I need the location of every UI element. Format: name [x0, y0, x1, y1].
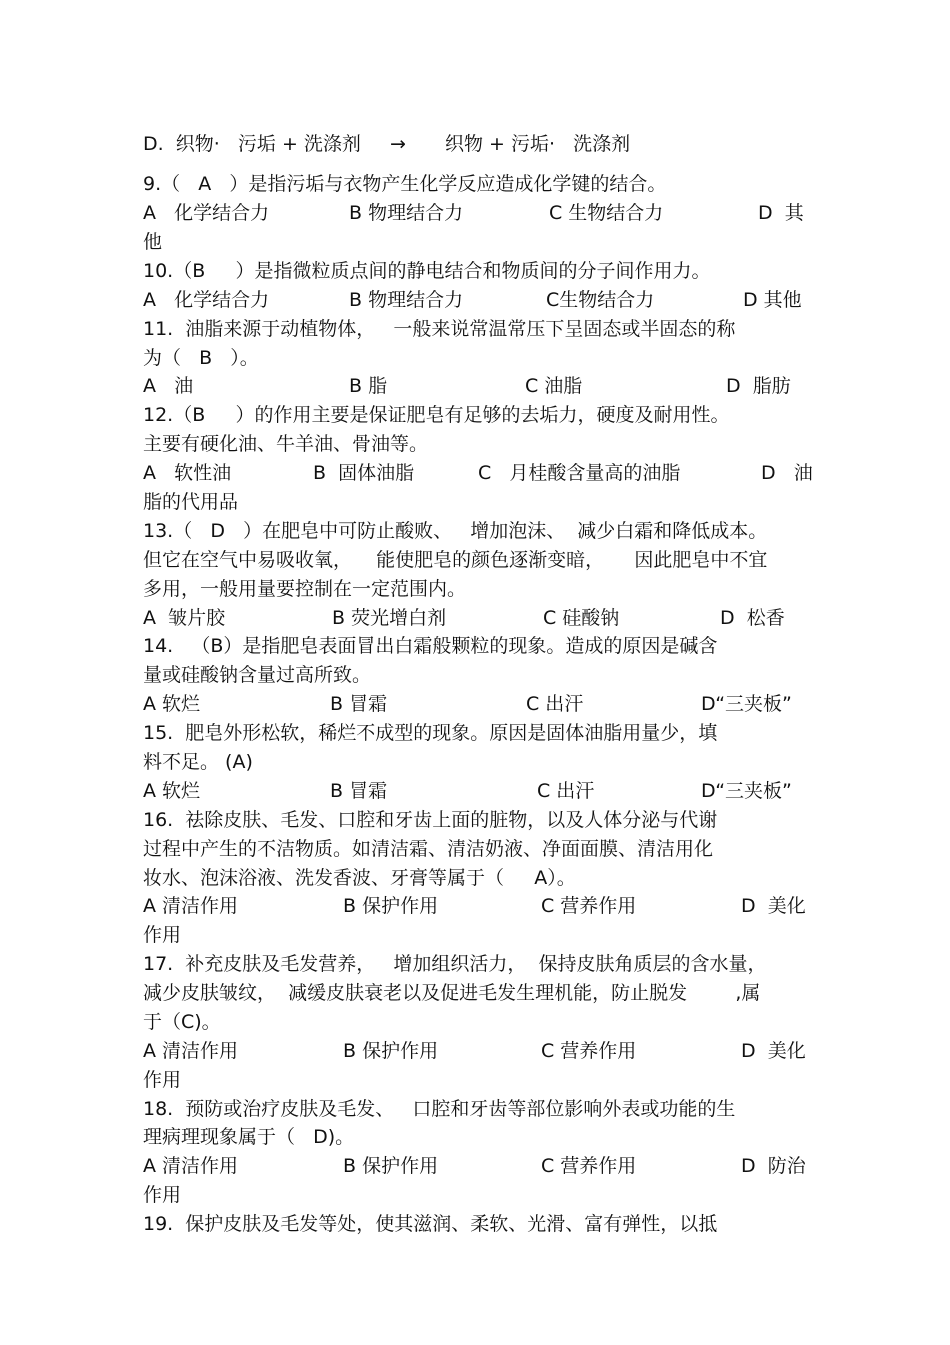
text-line: 于（C)。	[143, 1011, 221, 1033]
option-row	[143, 1154, 823, 1182]
option-text: B 冒霜	[330, 693, 388, 715]
option-text: D“三夹板”	[701, 693, 792, 715]
text-line: 他	[143, 231, 163, 253]
option-text: A 皱片胶	[143, 607, 226, 629]
option-text: C 生物结合力	[549, 202, 664, 224]
option-text: C 营养作用	[541, 1040, 637, 1062]
text-line: 12.（B ）的作用主要是保证肥皂有足够的去垢力，硬度及耐用性。	[143, 404, 730, 426]
option-text: B 固体油脂	[313, 462, 415, 484]
option-text: B 荧光增白剂	[332, 607, 447, 629]
option-text: D 松香	[720, 607, 785, 629]
text-line: 14. （B）是指肥皂表面冒出白霜般颗粒的现象。造成的原因是碱含	[143, 635, 718, 657]
option-text: A 软烂	[143, 780, 201, 802]
text-line: 但它在空气中易吸收氧， 能使肥皂的颜色逐渐变暗， 因此肥皂中不宜	[143, 549, 768, 571]
option-text: C 油脂	[525, 375, 583, 397]
option-text: D“三夹板”	[701, 780, 792, 802]
option-text: C 硅酸钠	[543, 607, 620, 629]
option-text: D. 织物· 污垢 + 洗涤剂	[143, 133, 361, 155]
option-text: B 保护作用	[343, 1155, 439, 1177]
option-text: C 出汗	[537, 780, 595, 802]
option-text: D 其他	[743, 289, 802, 311]
text-line: 17. 补充皮肤及毛发营养， 增加组织活力， 保持皮肤角质层的含水量，	[143, 953, 767, 975]
text-line: 作用	[143, 1184, 182, 1206]
option-text: A 清洁作用	[143, 1155, 239, 1177]
option-text: C 营养作用	[541, 1155, 637, 1177]
option-text: B 保护作用	[343, 1040, 439, 1062]
option-text: A 软性油	[143, 462, 232, 484]
text-line: 9.（ A ）是指污垢与衣物产生化学反应造成化学键的结合。	[143, 173, 667, 195]
text-line: 减少皮肤皱纹， 减缓皮肤衰老以及促进毛发生理机能，防止脱发 ,属	[143, 982, 761, 1004]
option-text: D 美化	[741, 1040, 806, 1062]
text-line: 作用	[143, 1069, 182, 1091]
text-line: 主要有硬化油、牛羊油、骨油等。	[143, 433, 429, 455]
text-line: 13.（ D ）在肥皂中可防止酸败、 增加泡沫、 减少白霜和降低成本。	[143, 520, 768, 542]
text-line: 11. 油脂来源于动植物体， 一般来说常温常压下呈固态或半固态的称	[143, 318, 736, 340]
option-text: B 物理结合力	[349, 202, 464, 224]
option-text: D 脂肪	[726, 375, 791, 397]
option-row	[143, 606, 823, 634]
option-text: 织物 + 污垢· 洗涤剂	[445, 133, 631, 155]
option-text: A 油	[143, 375, 194, 397]
text-line: 料不足。 (A)	[143, 751, 253, 773]
option-text: B 保护作用	[343, 895, 439, 917]
option-row	[143, 201, 823, 229]
option-text: A 清洁作用	[143, 1040, 239, 1062]
option-text: A 清洁作用	[143, 895, 239, 917]
option-row	[143, 374, 823, 402]
text-line: 为（ B ）。	[143, 347, 259, 369]
option-row	[143, 1039, 823, 1067]
option-text: A 软烂	[143, 693, 201, 715]
text-line: 19. 保护皮肤及毛发等处，使其滋润、柔软、光滑、富有弹性，以抵	[143, 1213, 718, 1235]
option-text: B 脂	[349, 375, 388, 397]
option-text: B 物理结合力	[349, 289, 464, 311]
text-line: 理病理现象属于（ D)。	[143, 1126, 355, 1148]
option-text: A 化学结合力	[143, 289, 270, 311]
text-line: 15. 肥皂外形松软，稀烂不成型的现象。原因是固体油脂用量少，填	[143, 722, 718, 744]
option-text: A 化学结合力	[143, 202, 270, 224]
option-row	[143, 288, 823, 316]
option-text: D 油	[761, 462, 813, 484]
text-line: 作用	[143, 924, 182, 946]
text-line: 16. 祛除皮肤、毛发、口腔和牙齿上面的脏物，以及人体分泌与代谢	[143, 809, 718, 831]
option-row	[143, 461, 823, 489]
option-text: D 防治	[741, 1155, 806, 1177]
option-row	[143, 779, 823, 807]
option-text: C生物结合力	[546, 289, 655, 311]
option-text: →	[390, 133, 406, 155]
option-row	[143, 692, 823, 720]
option-text: C 月桂酸含量高的油脂	[478, 462, 681, 484]
text-line: 过程中产生的不洁物质。如清洁霜、清洁奶液、净面面膜、清洁用化	[143, 838, 714, 860]
option-row	[143, 132, 823, 160]
text-line: 妆水、泡沫浴液、洗发香波、牙膏等属于（ A）。	[143, 867, 576, 889]
text-line: 脂的代用品	[143, 491, 239, 513]
option-row	[143, 894, 823, 922]
text-line: 18. 预防或治疗皮肤及毛发、 口腔和牙齿等部位影响外表或功能的生	[143, 1098, 736, 1120]
option-text: C 营养作用	[541, 895, 637, 917]
option-text: C 出汗	[526, 693, 584, 715]
text-line: 多用，一般用量要控制在一定范围内。	[143, 578, 467, 600]
option-text: D 其	[758, 202, 804, 224]
option-text: B 冒霜	[330, 780, 388, 802]
text-line: 10.（B ）是指微粒质点间的静电结合和物质间的分子间作用力。	[143, 260, 711, 282]
option-text: D 美化	[741, 895, 806, 917]
text-line: 量或硅酸钠含量过高所致。	[143, 664, 372, 686]
